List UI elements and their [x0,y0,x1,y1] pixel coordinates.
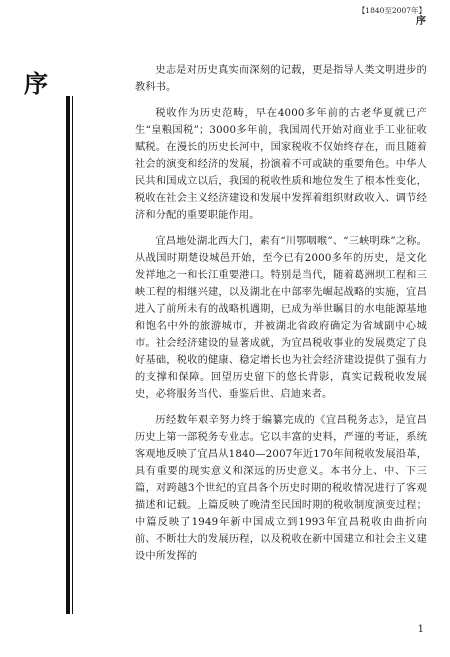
thick-rule [66,96,70,614]
paragraph: 史志是对历史真实而深刻的记载，更是指导人类文明进步的教科书。 [135,65,427,93]
section-title: 序 [24,69,48,98]
header-section-name: 序 [416,16,426,27]
paragraph: 税收作为历史范畴，早在4000多年前的古老华夏就已产生“皇粮国税”；3000多年前，我国周代开始对商业手工业征收赋税。在漫长的历史长河中，国家税收不仅始终存在，而且随着社会的演变和经济的发展，扮演着不可或缺的重要角色。中华人民共和国成立以后，我国的税收性质和地位发生了根本性变化，税收在社会主义经济建设和发展中发挥着组织财政收入、调节经济和分配的重要职能作用。 [135,108,427,221]
header-year-range: 【1840至2007年】 [357,6,426,15]
preface-body [135,62,427,574]
thin-rule [72,96,73,614]
page-number: 1 [417,624,424,635]
paragraph: 历经数年艰辛努力终于编纂完成的《宜昌税务志》，是宜昌历史上第一部税务专业志。它以丰富的史料，严谨的考证，系统客观地反映了宜昌从1840—2007年近170年间税收发展沿革，具有重要的现实意义和深远的历史意义。本书分上、中、下三篇，对跨越3个世纪的宜昌各个历史时期的税收情况进行了客观描述和记载。上篇反映了晚清至民国时期的税收制度演变过程；中篇反映了1949年新中国成立到1993年宜昌税收由曲折向前、不断壮大的发展历程，以及税收在新中国建立和社会主义建设中所发挥的 [135,415,427,562]
running-header [358,6,426,27]
paragraph: 宜昌地处湖北西大门，素有“川鄂咽喉”、“三峡明珠”之称。从战国时期楚设城邑开始，至今已有2000多年的历史，是文化发祥地之一和长江重要港口。特别是当代，随着葛洲坝工程和三峡工程的相继兴建，以及湖北在中部率先崛起战略的实施，宜昌进入了前所未有的战略机遇期，已成为举世瞩目的水电能源基地和饱名中外的旅游城市，并被湖北省政府确定为省域副中心城市。社会经济建设的显著成就，为宜昌税收事业的发展奠定了良好基础，税收的健康、稳定增长也为社会经济建设提供了强有力的支撑和保障。回望历史留下的悠长背影，真实记载税收发展史，必将服务当代、垂鉴后世、启迪来者。 [135,236,427,400]
decorative-vertical-rule [66,96,76,614]
